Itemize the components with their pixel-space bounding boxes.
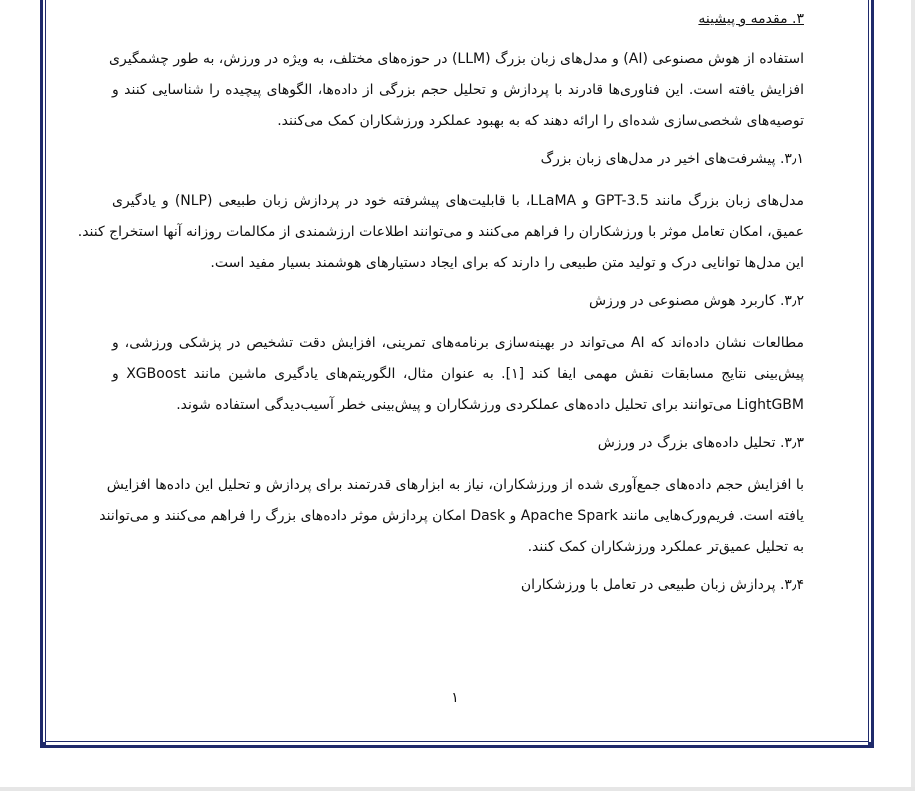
paragraph-line: استفاده از هوش مصنوعی (AI) و مدل‌های زبان بزرگ (LLM) در حوزه‌های مختلف، به ویژه در ورزش، به طور چشمگیری: [109, 51, 804, 67]
subsection-title: ۳٫۱. پیشرفت‌های اخیر در مدل‌های زبان بزرگ: [540, 151, 804, 167]
subsection-title: ۳٫۲. کاربرد هوش مصنوعی در ورزش: [588, 293, 804, 309]
paragraph-line: مطالعات نشان داده‌اند که AI می‌تواند در بهینه‌سازی برنامه‌های تمرینی، افزایش دقت تشخیص در پزشکی ورزشی، و: [112, 335, 804, 351]
border-corner-left: [40, 742, 46, 748]
window-edge-bottom: [0, 787, 915, 791]
subsection-paragraph: [77, 186, 805, 279]
paragraph-line: پیش‌بینی نتایج مسابقات نقش مهمی ایفا کند [۱]. به عنوان مثال، الگوریتم‌های یادگیری ماشین مانند XGBoost و: [112, 366, 804, 382]
paragraph-line: با افزایش حجم داده‌های جمع‌آوری شده از ورزشکاران، نیاز به ابزارهای قدرتمند برای پردازش و تحلیل این داده‌ها افزایش: [106, 477, 804, 493]
window-edge-right: [911, 0, 915, 791]
subsection-title: ۳٫۴. پردازش زبان طبیعی در تعامل با ورزشکاران: [520, 577, 804, 593]
paragraph-line: به تحلیل عمیق‌تر عملکرد ورزشکاران کمک کنند.: [527, 539, 804, 555]
paragraph-line: این مدل‌ها توانایی درک و تولید متن طبیعی را دارند که برای ایجاد دستیارهای هوشمند بسیار مفید است.: [210, 255, 804, 271]
border-corner-right: [868, 742, 874, 748]
paragraph-line: عمیق، امکان تعامل موثر با ورزشکاران را فراهم می‌کنند و می‌توانند اطلاعات ارزشمندی از مکالمات روزانه آنها استخراج کنند.: [77, 224, 804, 240]
section-title: ۳. مقدمه و پیشینه: [698, 11, 804, 27]
subsection-title: ۳٫۳. تحلیل داده‌های بزرگ در ورزش: [597, 435, 804, 451]
paragraph-line: توصیه‌های شخصی‌سازی شده‌ای را ارائه دهند که به بهبود عملکرد ورزشکاران کمک می‌کنند.: [277, 113, 804, 129]
paragraph-line: یافته است. فریم‌ورک‌هایی مانند Apache Spark و Dask امکان پردازش موثر داده‌های بزرگ را فراهم می‌کنند و می‌توانند: [99, 508, 804, 524]
paragraph-line: افزایش یافته است. این فناوری‌ها قادرند با پردازش و تحلیل حجم بزرگی از داده‌ها، الگوهای پیچیده را شناسایی کنند و: [112, 82, 804, 98]
paragraph-line: LightGBM می‌توانند برای تحلیل داده‌های عملکردی ورزشکاران و پیش‌بینی خطر آسیب‌دیدگی استفاده شوند.: [176, 397, 804, 413]
subsection-paragraph: [112, 328, 804, 421]
subsection-paragraph: [99, 470, 804, 563]
paragraph-line: مدل‌های زبان بزرگ مانند GPT-3.5 و LLaMA، با قابلیت‌های پیشرفته خود در پردازش زبان طبیعی (NLP) و یادگیری: [112, 193, 805, 209]
page-number: ۱: [451, 690, 459, 706]
intro-paragraph: [109, 44, 804, 137]
